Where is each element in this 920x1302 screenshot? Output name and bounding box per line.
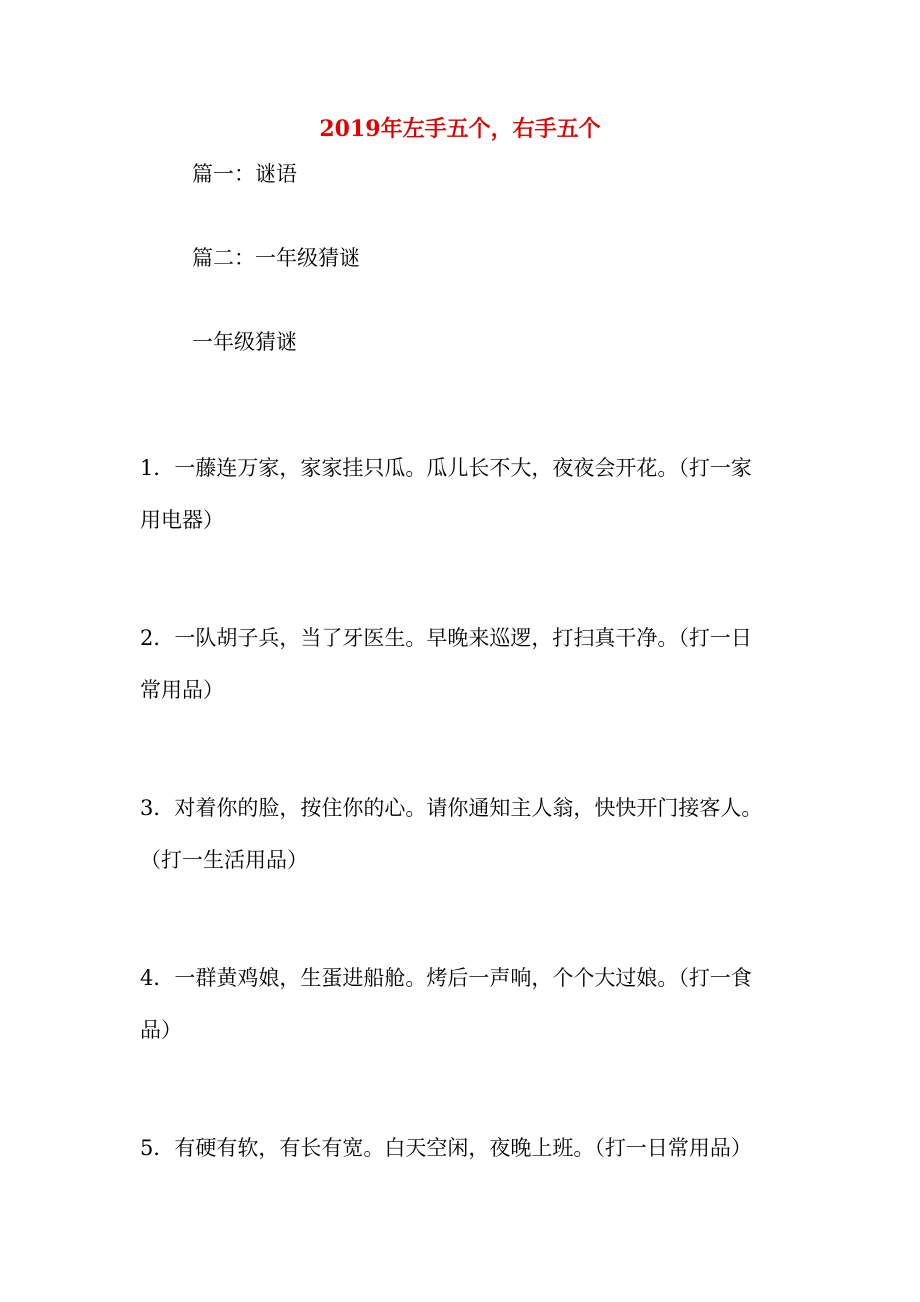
riddle-item-2 <box>140 612 780 716</box>
riddle-4-line-1: 4．一群黄鸡娘，生蛋进船舱。烤后一声响，个个大过娘。（打一食 <box>140 966 752 990</box>
heading-part-two: 篇二：一年级猜谜 <box>192 246 360 270</box>
riddle-5-line-1: 5．有硬有软，有长有宽。白天空闲，夜晚上班。（打一日常用品） <box>140 1136 752 1160</box>
riddle-3-line-1: 3．对着你的脸，按住你的心。请你通知主人翁，快快开门接客人。 <box>140 796 763 820</box>
riddle-item-3 <box>140 782 780 886</box>
riddle-2-line-2: 常用品） <box>140 678 224 702</box>
heading-part-one: 篇一：谜语 <box>192 162 297 186</box>
riddle-1-line-1: 1．一藤连万家，家家挂只瓜。瓜儿长不大，夜夜会开花。（打一家 <box>140 456 752 480</box>
document-title: 2019年左手五个，右手五个 <box>319 116 601 142</box>
riddle-2-line-1: 2．一队胡子兵，当了牙医生。早晚来巡逻，打扫真干净。（打一日 <box>140 626 752 650</box>
riddle-1-line-2: 用电器） <box>140 508 224 532</box>
riddle-item-1 <box>140 442 780 546</box>
riddle-item-5 <box>140 1122 780 1174</box>
riddle-4-line-2: 品） <box>140 1018 182 1042</box>
riddle-3-line-2: （打一生活用品） <box>140 848 308 872</box>
riddle-item-4 <box>140 952 780 1056</box>
heading-grade-one-riddles: 一年级猜谜 <box>192 330 297 354</box>
